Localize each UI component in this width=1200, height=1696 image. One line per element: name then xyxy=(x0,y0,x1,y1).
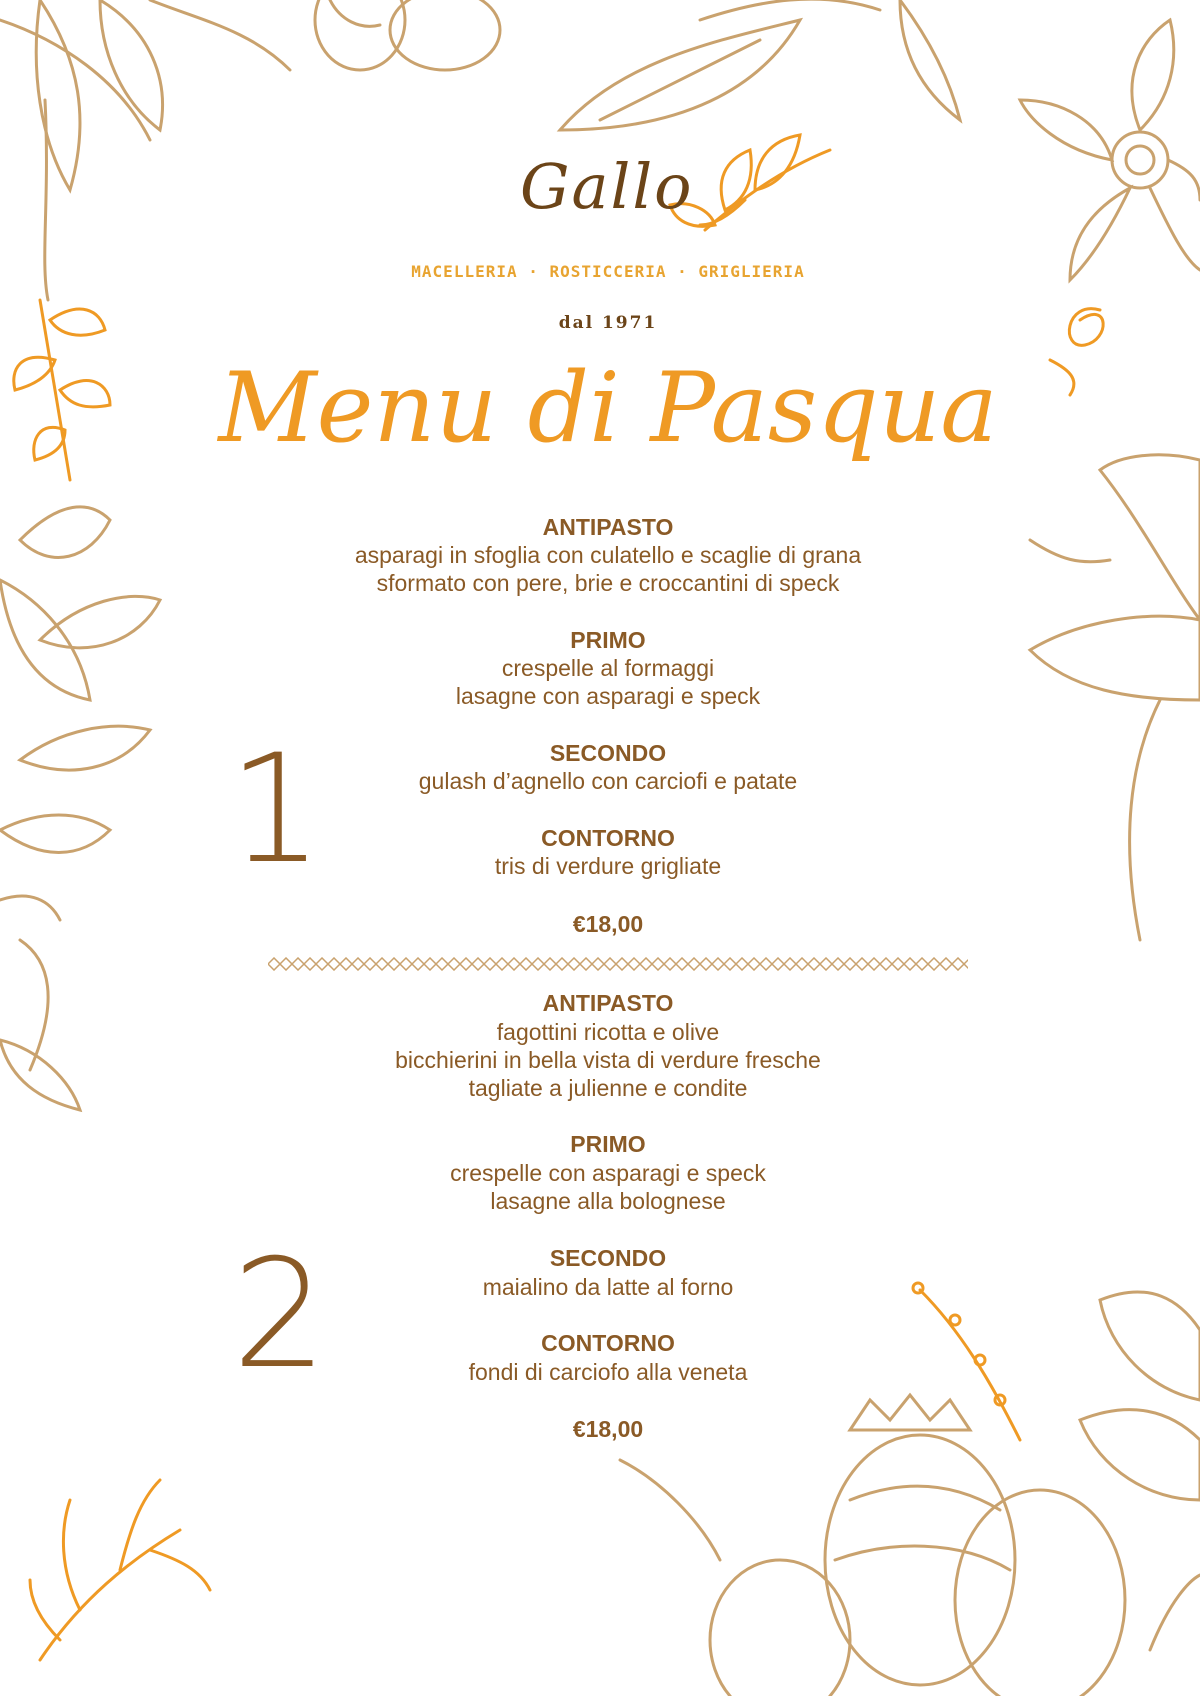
brand-tagline: MACELLERIA · ROSTICCERIA · GRIGLIERIA xyxy=(411,262,805,281)
menu-item: lasagne con asparagi e speck xyxy=(455,683,761,709)
menu-item: lasagne alla bolognese xyxy=(490,1188,726,1214)
menu-price: €18,00 xyxy=(572,1416,644,1442)
menu-item: fondi di carciofo alla veneta xyxy=(468,1359,748,1385)
menu-price: €18,00 xyxy=(572,911,644,937)
course-heading: SECONDO xyxy=(549,740,667,766)
menu-item: bicchierini in bella vista di verdure fresche xyxy=(395,1047,821,1073)
menu-item: fagottini ricotta e olive xyxy=(496,1019,720,1045)
established-year: dal 1971 xyxy=(558,313,658,333)
menu-item: maialino da latte al forno xyxy=(482,1274,734,1300)
menu-title: Menu di Pasqua xyxy=(218,352,998,464)
course-heading: ANTIPASTO xyxy=(542,990,674,1016)
menu-item: crespelle con asparagi e speck xyxy=(450,1160,766,1186)
course-heading: PRIMO xyxy=(570,627,646,653)
menu-item: asparagi in sfoglia con culatello e scaglie di grana xyxy=(354,542,862,568)
course-heading: SECONDO xyxy=(549,1245,667,1271)
menu-item: crespelle al formaggi xyxy=(501,655,715,681)
brand-logo: Gallo xyxy=(520,150,694,223)
menu-item: sformato con pere, brie e croccantini di speck xyxy=(376,570,840,596)
course-heading: PRIMO xyxy=(570,1131,646,1157)
diamond-divider xyxy=(268,957,968,971)
menu-item: gulash d’agnello con carciofi e patate xyxy=(418,768,798,794)
menu-number-2: 2 xyxy=(232,1228,328,1402)
course-heading: ANTIPASTO xyxy=(542,514,674,540)
menu-number-1: 1 xyxy=(228,723,324,897)
menu-item: tris di verdure grigliate xyxy=(494,853,722,879)
course-heading: CONTORNO xyxy=(541,1330,675,1356)
course-heading: CONTORNO xyxy=(541,825,675,851)
menu-item: tagliate a julienne e condite xyxy=(468,1075,748,1101)
